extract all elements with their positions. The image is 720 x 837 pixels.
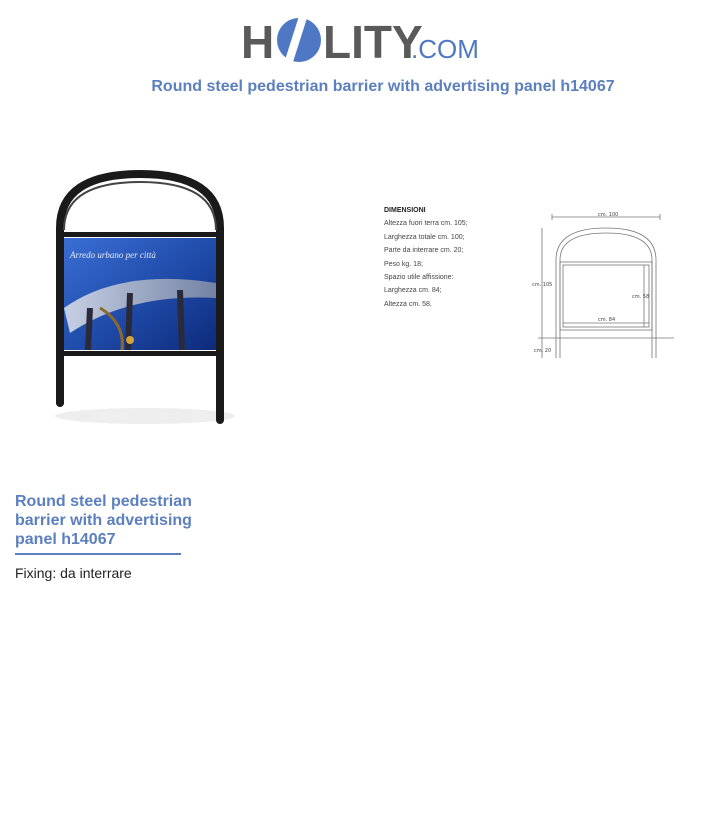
dimension-line: Larghezza cm. 84; [384,287,442,295]
logo-dot-com: .COM [411,34,479,64]
dimension-line: Altezza fuori terra cm. 105; [384,220,468,228]
product-photo[interactable] [30,158,250,428]
drawing-label-panel-width: cm. 84 [598,317,616,323]
technical-drawing [528,208,680,366]
dimensions-list [384,204,468,311]
title-divider [15,553,181,555]
drawing-label-height: cm. 105 [532,282,553,288]
logo-letter-h: H [241,16,275,68]
drawing-label-buried: cm. 20 [534,348,552,354]
panel-slogan: Arredo urbano per città [70,250,156,260]
dimension-line: Parte da interrare cm. 20; [384,247,464,255]
dimension-line: Peso kg. 18; [384,260,423,268]
fixing-info: Fixing: da interrare [15,565,132,581]
dimension-line: Larghezza totale cm. 100; [384,233,465,241]
logo-o-icon [277,16,321,62]
holity-logo[interactable] [241,10,481,68]
dimension-line: Altezza cm. 58. [384,300,432,308]
logo-letters-lity: LITY [323,16,423,68]
page-title: Round steel pedestrian barrier with advertising panel h14067 [151,78,615,95]
product-name: Round steel pedestrian barrier with advertising panel h14067 [15,493,192,548]
drawing-label-panel-height: cm. 58 [632,294,650,300]
dimensions-heading: DIMENSIONI [384,207,426,214]
drawing-label-width: cm. 100 [598,212,619,218]
dimension-line: Spazio utile affissione: [384,274,454,282]
